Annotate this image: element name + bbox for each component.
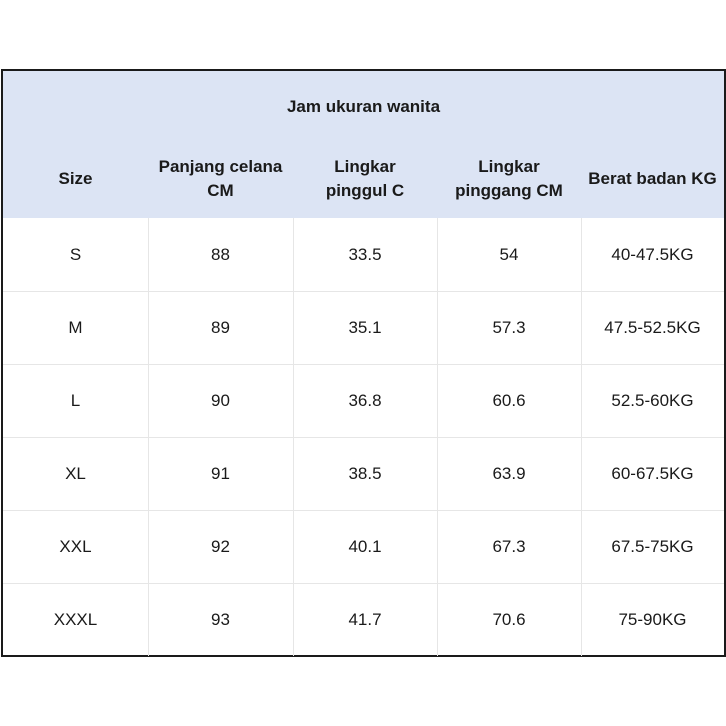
cell-lingkar-pinggul: 41.7 — [348, 610, 382, 629]
cell-lingkar-pinggul: 36.8 — [348, 391, 382, 410]
cell-lingkar-pinggang: 67.3 — [492, 537, 526, 556]
cell-lingkar-pinggang: 63.9 — [492, 464, 526, 483]
cell-lingkar-pinggang: 54 — [499, 244, 519, 264]
cell-size: M — [68, 318, 83, 337]
cell-lingkar-pinggang: 70.6 — [492, 610, 526, 629]
table-row — [3, 437, 724, 510]
cell-lingkar-pinggang: 60.6 — [492, 391, 526, 410]
cell-berat-badan: 67.5-75KG — [611, 537, 694, 556]
cell-lingkar-pinggul: 38.5 — [348, 464, 382, 483]
cell-size: XXL — [59, 537, 92, 556]
table-row — [3, 291, 724, 364]
cell-berat-badan: 60-67.5KG — [611, 464, 694, 483]
header-lingkar-pinggul: Lingkar pinggul C — [325, 157, 405, 200]
cell-panjang-celana: 89 — [211, 318, 230, 337]
size-chart-table — [1, 69, 726, 657]
cell-lingkar-pinggul: 40.1 — [348, 537, 382, 556]
table-title: Jam ukuran wanita — [286, 97, 441, 116]
table-header — [3, 71, 724, 218]
cell-berat-badan: 52.5-60KG — [611, 391, 694, 410]
table-row — [3, 218, 724, 291]
cell-berat-badan: 47.5-52.5KG — [604, 318, 701, 337]
header-berat-badan: Berat badan KG — [588, 169, 717, 188]
header-panjang-celana: Panjang celana CM — [158, 157, 283, 200]
cell-size: S — [69, 244, 82, 264]
cell-panjang-celana: 91 — [211, 464, 230, 483]
table-row — [3, 510, 724, 583]
cell-berat-badan: 75-90KG — [618, 610, 687, 629]
header-size: Size — [58, 169, 93, 188]
table-body — [3, 218, 724, 655]
table-row — [3, 583, 724, 656]
cell-size: XXXL — [53, 610, 98, 629]
cell-size: XL — [65, 464, 86, 483]
header-lingkar-pinggang: Lingkar pinggang CM — [455, 157, 563, 200]
table-row — [3, 364, 724, 437]
cell-berat-badan: 40-47.5KG — [611, 244, 694, 264]
cell-size: L — [70, 391, 81, 410]
cell-panjang-celana: 93 — [211, 610, 230, 629]
cell-panjang-celana: 92 — [211, 537, 230, 556]
cell-panjang-celana: 88 — [211, 244, 230, 264]
cell-lingkar-pinggul: 35.1 — [348, 318, 382, 337]
cell-lingkar-pinggang: 57.3 — [492, 318, 526, 337]
cell-lingkar-pinggul: 33.5 — [348, 244, 382, 264]
cell-panjang-celana: 90 — [211, 391, 230, 410]
